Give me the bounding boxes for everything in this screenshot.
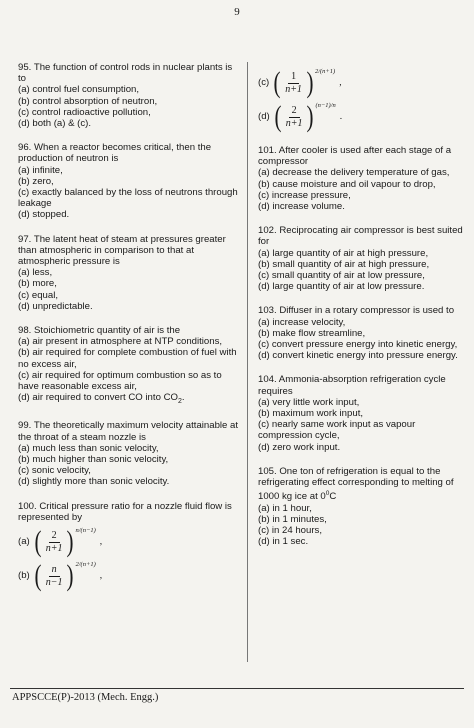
option-a: (a) in 1 hour, <box>258 502 312 514</box>
question-stem: 103. Diffuser in a rotary compressor is used to <box>258 305 455 317</box>
fraction <box>43 530 66 555</box>
exponent: n/(n−1) <box>75 527 96 535</box>
right-paren: ) <box>66 559 74 593</box>
option-a: (a) less, <box>18 267 53 279</box>
question-stem: 99. The theoretically maximum velocity attainable at the throat of a steam nozzle is <box>18 420 239 443</box>
fraction <box>282 71 305 96</box>
left-paren: ( <box>34 559 42 593</box>
option-c: (c) convert pressure energy into kinetic energy, <box>258 339 458 351</box>
denominator: n−1 <box>45 576 63 588</box>
stem-text: 105. One ton of refrigeration is equal to the refrigerating effect corresponding to melting of 1000 kg ice at 0 <box>258 465 454 503</box>
left-paren: ( <box>274 100 282 133</box>
question-stem: 100. Critical pressure ratio for a nozzle fluid flow is represented by <box>18 500 232 523</box>
option-b: (b) control absorption of neutron, <box>18 95 158 107</box>
question-100-continued <box>258 68 464 132</box>
footer-rule <box>10 688 464 689</box>
option-d-formula <box>258 102 464 132</box>
option-label: (a) <box>18 536 30 548</box>
option-d: (d) in 1 sec. <box>258 536 309 548</box>
question-stem: 101. After cooler is used after each stage of a compressor <box>258 145 452 168</box>
option-d <box>18 392 240 407</box>
fraction <box>43 564 66 589</box>
fraction <box>283 105 306 130</box>
option-c: (c) air required for optimum combustion so as to have reasonable excess air, <box>18 369 222 393</box>
option-d: (d) unpredictable. <box>18 300 93 312</box>
question-101 <box>258 145 464 212</box>
option-b: (b) much higher than sonic velocity, <box>18 454 169 465</box>
option-c: (c) nearly same work input as vapour compression cycle, <box>258 419 416 442</box>
option-d: (d) both (a) & (c). <box>18 118 92 130</box>
option-d: (d) increase volume. <box>258 201 345 213</box>
right-paren: ) <box>306 66 314 99</box>
numerator: n <box>49 564 60 577</box>
option-label: (d) <box>258 111 270 123</box>
question-97 <box>18 234 240 312</box>
option-b: (b) zero, <box>18 175 54 187</box>
option-a: (a) infinite, <box>18 164 63 176</box>
superscript: 0 <box>325 490 330 498</box>
option-d: (d) large quantity of air at low pressure. <box>258 281 425 293</box>
right-column <box>258 66 464 560</box>
option-a-formula <box>18 527 240 557</box>
question-stem <box>258 466 464 503</box>
question-102 <box>258 225 464 292</box>
trailing-comma: , <box>339 77 342 89</box>
question-stem: 95. The function of control rods in nuclear plants is to <box>18 62 233 85</box>
option-b: (b) more, <box>18 278 57 290</box>
page-number: 9 <box>234 6 240 18</box>
option-a: (a) control fuel consumption, <box>18 84 140 96</box>
question-stem: 104. Ammonia-absorption refrigeration cycle requires <box>258 374 446 397</box>
option-label: (b) <box>18 570 30 582</box>
page-footer <box>0 688 474 706</box>
left-paren: ( <box>34 525 42 559</box>
option-d: (d) slightly more than sonic velocity. <box>18 476 170 488</box>
stem-unit: C <box>329 491 337 503</box>
question-stem: 97. The latent heat of steam at pressures greater than atmospheric in comparison to that at atmospheric pressure is <box>18 233 226 268</box>
left-paren: ( <box>273 66 281 99</box>
trailing-period: . <box>339 111 343 123</box>
question-stem: 96. When a reactor becomes critical, then the production of neutron is <box>18 142 212 165</box>
option-d: (d) convert kinetic energy into pressure energy. <box>258 350 458 362</box>
option-d: (d) zero work input. <box>258 441 341 453</box>
option-a: (a) much less than sonic velocity, <box>18 442 159 454</box>
question-98 <box>18 325 240 407</box>
numerator: 2 <box>49 530 60 543</box>
option-b: (b) make flow streamline, <box>258 327 366 339</box>
question-99 <box>18 420 240 487</box>
denominator: n+1 <box>285 117 303 129</box>
question-103 <box>258 305 464 361</box>
option-c: (c) control radioactive pollution, <box>18 106 151 118</box>
option-a: (a) large quantity of air at high pressure, <box>258 247 429 259</box>
option-d-text: (d) air required to convert CO into CO <box>18 392 178 404</box>
option-a: (a) decrease the delivery temperature of gas, <box>258 167 450 179</box>
trailing-comma: , <box>99 536 103 548</box>
denominator: n+1 <box>285 83 302 95</box>
exponent: (n−1)/n <box>315 102 336 109</box>
exponent: 2/(n+1) <box>314 68 336 75</box>
numerator: 1 <box>288 71 299 84</box>
option-c: (c) in 24 hours, <box>258 525 322 537</box>
question-stem: 98. Stoichiometric quantity of air is the <box>18 325 181 337</box>
option-d: (d) stopped. <box>18 209 70 221</box>
option-b: (b) small quantity of air at high pressure, <box>258 258 430 270</box>
option-a: (a) air present in atmosphere at NTP conditions, <box>18 336 223 348</box>
option-b: (b) air required for complete combustion of fuel with no excess air, <box>18 347 237 370</box>
numerator: 2 <box>289 105 300 118</box>
footer-text: APPSCCE(P)-2013 (Mech. Engg.) <box>12 692 159 703</box>
option-b-formula <box>18 561 240 591</box>
question-stem: 102. Reciprocating air compressor is best suited for <box>258 225 463 248</box>
option-label: (c) <box>258 77 270 89</box>
exponent: 2/(n+1) <box>75 561 96 569</box>
question-105 <box>258 466 464 548</box>
option-b: (b) cause moisture and oil vapour to drop, <box>258 178 436 190</box>
left-column <box>18 62 240 604</box>
question-96 <box>18 142 240 220</box>
question-95 <box>18 62 240 129</box>
option-c-formula <box>258 68 464 98</box>
option-b: (b) maximum work input, <box>258 408 364 420</box>
option-d-end: . <box>181 392 185 404</box>
question-100 <box>18 501 240 591</box>
right-paren: ) <box>306 100 314 133</box>
column-divider <box>247 62 248 662</box>
right-paren: ) <box>66 525 74 559</box>
question-104 <box>258 374 464 452</box>
trailing-comma: , <box>99 570 103 582</box>
option-c: (c) increase pressure, <box>258 189 351 201</box>
option-c: (c) small quantity of air at low pressure, <box>258 270 425 282</box>
option-c: (c) exactly balanced by the loss of neutrons through leakage <box>18 187 238 210</box>
option-c: (c) equal, <box>18 289 58 301</box>
option-a: (a) very little work input, <box>258 396 360 408</box>
option-b: (b) in 1 minutes, <box>258 513 327 525</box>
option-a: (a) increase velocity, <box>258 316 346 328</box>
denominator: n+1 <box>45 542 63 554</box>
option-c: (c) sonic velocity, <box>18 465 91 477</box>
subscript: 2 <box>177 398 182 406</box>
